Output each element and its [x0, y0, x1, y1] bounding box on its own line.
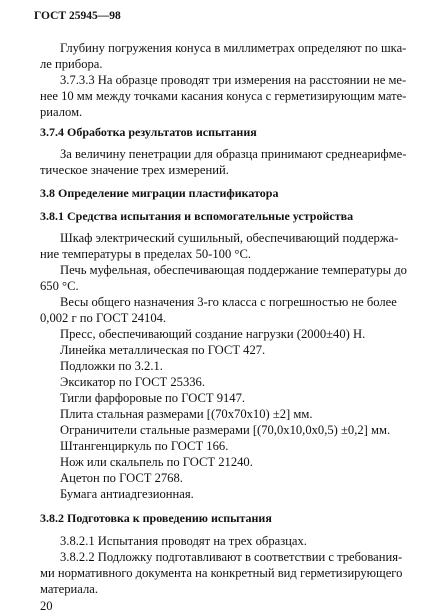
- text-line: Пресс, обеспечивающий создание нагрузки (2000±40) Н.: [60, 327, 366, 341]
- text-line: 650 °С.: [40, 279, 79, 293]
- text-line: Печь муфельная, обеспечивающая поддержание температуры до: [60, 263, 407, 277]
- text-line: 3.8.2.2 Подложку подготавливают в соответствии с требования-: [60, 550, 403, 564]
- text-line: За величину пенетрации для образца принимают среднеарифме-: [60, 147, 407, 161]
- text-line: Линейка металлическая по ГОСТ 427.: [60, 343, 266, 357]
- section-heading: 3.8 Определение миграции пластификатора: [40, 186, 279, 200]
- text-line: ми нормативного документа на конкретный вид герметизирующего: [40, 566, 403, 580]
- text-line: нее 10 мм между точками касания конуса с герметизирующим мате-: [40, 89, 407, 103]
- text-line: Нож или скальпель по ГОСТ 21240.: [60, 455, 253, 469]
- text-line: Ацетон по ГОСТ 2768.: [60, 471, 183, 485]
- text-line: Ограничители стальные размерами [(70,0х10,0х0,5) ±0,2] мм.: [60, 423, 391, 437]
- text-line: Глубину погружения конуса в миллиметрах определяют по шка-: [60, 41, 407, 55]
- text-line: Весы общего назначения 3-го класса с погрешностью не более: [60, 295, 397, 309]
- subsection-heading: 3.8.2 Подготовка к проведению испытания: [40, 511, 272, 525]
- text-line: 0,002 г по ГОСТ 24104.: [40, 311, 167, 325]
- text-line: ние температуры в пределах 50-100 °С.: [40, 247, 251, 261]
- text-line: 3.8.2.1 Испытания проводят на трех образцах.: [60, 534, 307, 548]
- text-line: Эксикатор по ГОСТ 25336.: [60, 375, 205, 389]
- text-line: риалом.: [40, 105, 83, 119]
- page-number: 20: [40, 599, 53, 613]
- text-line: Бумага антиадгезионная.: [60, 487, 194, 501]
- text-line: материала.: [40, 582, 98, 596]
- text-line: Штангенциркуль по ГОСТ 166.: [60, 439, 229, 453]
- section-heading: 3.7.4 Обработка результатов испытания: [40, 125, 257, 139]
- text-line: Подложки по 3.2.1.: [60, 359, 163, 373]
- subsection-heading: 3.8.1 Средства испытания и вспомогательные устройства: [40, 209, 354, 223]
- text-line: Плита стальная размерами [(70х70х10) ±2] мм.: [60, 407, 313, 421]
- text-line: ле прибора.: [40, 57, 103, 71]
- standard-header: ГОСТ 25945—98: [34, 10, 121, 22]
- text-line: Тигли фарфоровые по ГОСТ 9147.: [60, 391, 246, 405]
- text-line: 3.7.3.3 На образце проводят три измерения на расстоянии не ме-: [60, 73, 407, 87]
- text-line: тическое значение трех измерений.: [40, 163, 229, 177]
- text-line: Шкаф электрический сушильный, обеспечивающий поддержа-: [60, 231, 399, 245]
